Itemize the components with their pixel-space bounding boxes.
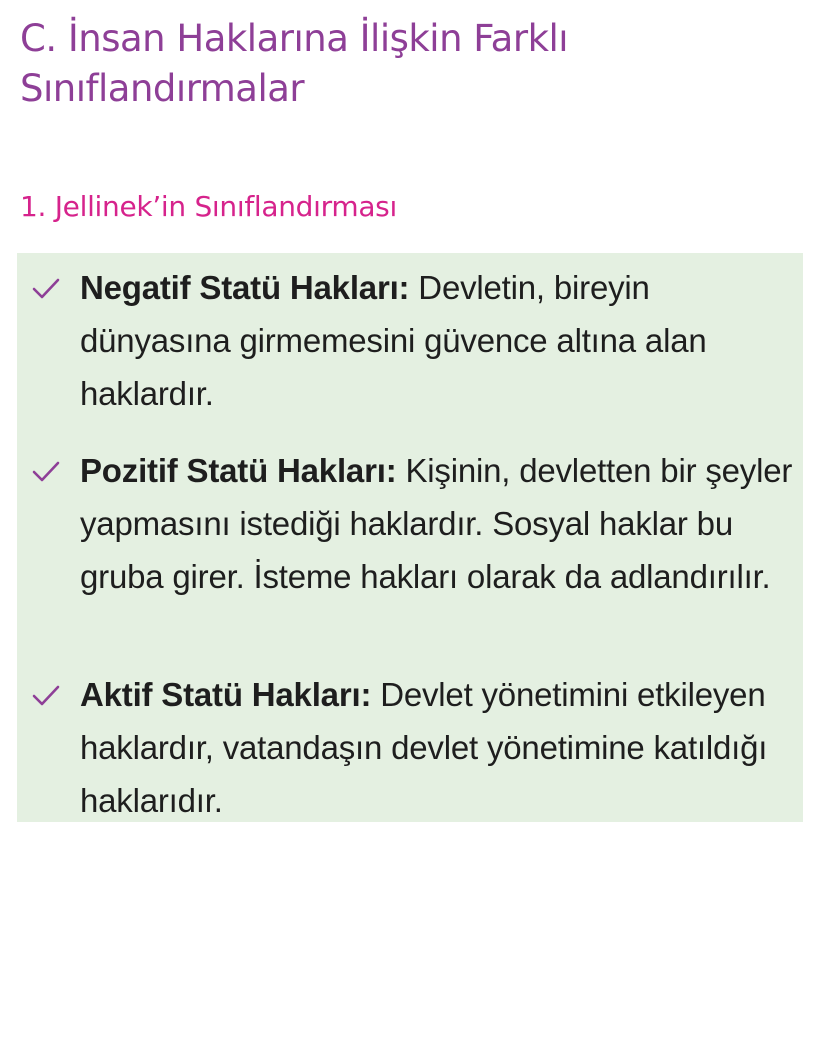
rights-list-box <box>17 253 803 822</box>
list-item-description: Devletin, bireyin dünyasına girmemesini güvence altına alan haklardır. <box>80 269 707 412</box>
check-icon <box>31 277 61 301</box>
check-icon <box>31 460 61 484</box>
list-item-term: Pozitif Statü Hakları: <box>80 452 397 489</box>
page-title <box>20 14 780 114</box>
list-item-term: Negatif Statü Hakları: <box>80 269 410 306</box>
list-item-text <box>80 444 800 603</box>
list-item-description: Devlet yönetimini etkileyen haklardır, vatandaşın devlet yönetimine katıldığı haklarıdır. <box>80 676 768 819</box>
list-item-term: Aktif Statü Hakları: <box>80 676 372 713</box>
page-title-line-1: C. İnsan Haklarına İlişkin Farklı <box>20 17 569 60</box>
page-title-line-2: Sınıflandırmalar <box>20 67 305 110</box>
check-icon <box>31 684 61 708</box>
section-heading: 1. Jellinek’in Sınıflandırması <box>20 190 397 223</box>
list-item-description: Kişinin, devletten bir şeyler yapmasını istediği haklardır. Sosyal haklar bu gruba girer. İsteme hakları olarak da adlandırılır. <box>80 452 793 595</box>
list-item-text <box>80 261 800 420</box>
list-item-text <box>80 668 800 827</box>
